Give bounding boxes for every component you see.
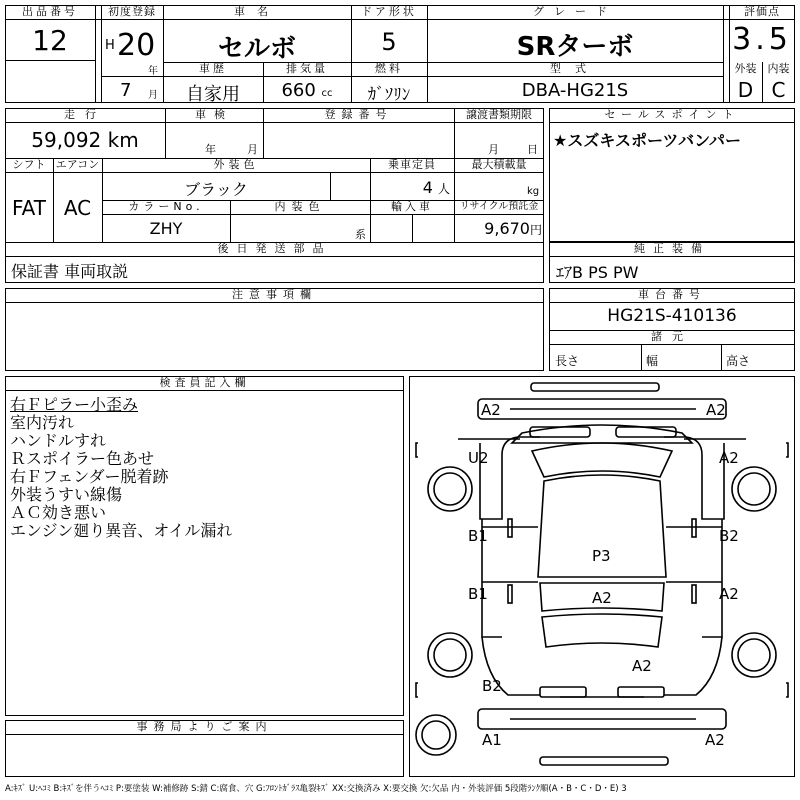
inspector-line: ハンドルすれ (10, 431, 107, 450)
later-parts-value: 保証書 車両取説 (11, 262, 129, 281)
history-label: 車歴 (199, 62, 227, 75)
specs-label: 諸元 (651, 330, 693, 343)
grade-label: グレード (533, 5, 617, 18)
grade-value: SRターボ (516, 32, 634, 62)
office-label: 事務局よりご案内 (136, 720, 273, 733)
capacity-label: 乗車定員 (388, 158, 436, 171)
int-color-label: 内装色 (274, 200, 326, 213)
ext-color-value: ブラック (184, 180, 248, 199)
damage-mark: A2 (719, 449, 739, 467)
specs-width-label: 幅 (646, 354, 659, 368)
max-load-unit: kg (527, 186, 540, 197)
footer-legend: A:ｷｽﾞ U:ﾍｺﾐ B:ｷｽﾞを伴うﾍｺﾐ P:要塗装 W:補修跡 S:錆 C:腐食、穴 G:ﾌﾛﾝﾄｶﾞﾗｽ亀裂ｷｽﾞ XX:交換済み X:要交換 欠:欠品 内・外装評価 5段階ﾗﾝｸ順(A・B・C・D・E) 3 (5, 784, 627, 794)
inspector-line: 外装うすい線傷 (10, 485, 123, 504)
model-code-value: DBA-HG21S (521, 80, 629, 101)
inspector-line: 右Ｆピラー小歪み (10, 395, 139, 414)
color-no-label: カラーNo. (128, 200, 204, 213)
damage-mark: A2 (706, 401, 726, 419)
mileage-value: 59,092 km (31, 128, 139, 152)
score-int-label: 内装 (767, 62, 790, 75)
chassis-label: 車台番号 (638, 288, 706, 301)
car-name-label: 車名 (234, 5, 280, 18)
genuine-label: 純正装備 (634, 242, 710, 255)
damage-mark: U2 (468, 449, 489, 467)
sales-point-value: ★スズキスポーツバンパー (553, 131, 741, 150)
doors-value: 5 (381, 28, 397, 56)
doors-label: ドア形状 (361, 5, 417, 18)
recycle-value: 9,670円 (484, 219, 542, 238)
score-int-value: C (771, 78, 786, 102)
damage-mark: A2 (632, 657, 652, 675)
damage-mark: B2 (719, 527, 739, 545)
fuel-label: 燃料 (375, 62, 403, 75)
sales-point-label: セールスポイント (604, 108, 740, 121)
inspector-label: 検査員記入欄 (159, 376, 250, 389)
first-reg-month: 7 (120, 80, 132, 101)
inspection-year-unit: 年 (205, 143, 216, 156)
chassis-value: HG21S-410136 (607, 306, 737, 326)
car-name-value: セルボ (217, 34, 296, 64)
color-no-value: ZHY (149, 219, 183, 238)
capacity-value: 4 人 (422, 178, 450, 197)
lot-value: 12 (32, 24, 68, 57)
inspector-line: 右Ｆフェンダー脱着跡 (10, 467, 169, 486)
damage-mark: P3 (592, 547, 611, 565)
history-value: 自家用 (186, 84, 240, 105)
first-reg-year-unit: 年 (148, 66, 158, 77)
damage-mark: A2 (705, 731, 725, 749)
displacement-value: 660 cc (281, 80, 333, 101)
mileage-label: 走行 (64, 108, 106, 121)
first-reg-month-unit: 月 (148, 90, 158, 101)
damage-mark: A2 (481, 401, 501, 419)
later-parts-label: 後日発送部品 (217, 242, 332, 255)
score-ext-label: 外装 (734, 62, 757, 75)
displacement-label: 排気量 (286, 62, 328, 75)
fuel-value: ｶﾞｿﾘﾝ (367, 85, 411, 105)
int-color-unit: 系 (355, 228, 366, 241)
aircon-value: AC (63, 196, 92, 220)
damage-diagram (409, 376, 795, 777)
specs-height-label: 高さ (726, 354, 751, 368)
damage-mark: A2 (592, 589, 612, 607)
inspector-line: Ｒスポイラー色あせ (10, 449, 155, 468)
max-load-label: 最大積載量 (471, 158, 527, 171)
specs-length-label: 長さ (555, 354, 580, 368)
notes-label: 注意事項欄 (232, 288, 317, 301)
lot-label: 出品番号 (22, 5, 78, 18)
shift-label: シフト (12, 158, 46, 171)
car-outline-diagram (410, 377, 796, 778)
damage-mark: A1 (482, 731, 502, 749)
damage-mark: B1 (468, 527, 488, 545)
damage-mark: B2 (482, 677, 502, 695)
first-reg-era: H (105, 38, 115, 53)
score-label: 評価点 (744, 5, 780, 18)
aircon-label: エアコン (55, 158, 100, 171)
shift-value: FAT (11, 196, 46, 220)
plate-label: 登録番号 (324, 108, 393, 121)
inspector-line: 室内汚れ (10, 413, 75, 432)
import-label: 輸入車 (391, 200, 433, 213)
recycle-label: リサイクル預託金 (459, 201, 539, 212)
inspector-line: エンジン廻り異音、オイル漏れ (10, 521, 233, 540)
model-code-label: 型式 (550, 62, 600, 75)
inspector-notes (10, 395, 400, 540)
score-value: 3.5 (732, 22, 792, 57)
genuine-value: ｴｱB PS PW (556, 263, 639, 282)
inspection-month-unit: 月 (247, 143, 258, 156)
ext-color-label: 外装色 (213, 158, 259, 171)
inspection-label: 車検 (195, 108, 233, 121)
inspector-line: ＡＣ効き悪い (10, 503, 107, 522)
first-reg-label: 初度登録 (108, 5, 156, 18)
first-reg-year: 20 (117, 28, 156, 63)
transfer-label: 譲渡書類期限 (466, 108, 532, 121)
damage-mark: B1 (468, 585, 488, 603)
damage-mark: A2 (719, 585, 739, 603)
transfer-month-unit: 月 (488, 143, 499, 156)
score-ext-value: D (737, 78, 754, 102)
transfer-day-unit: 日 (527, 143, 538, 156)
